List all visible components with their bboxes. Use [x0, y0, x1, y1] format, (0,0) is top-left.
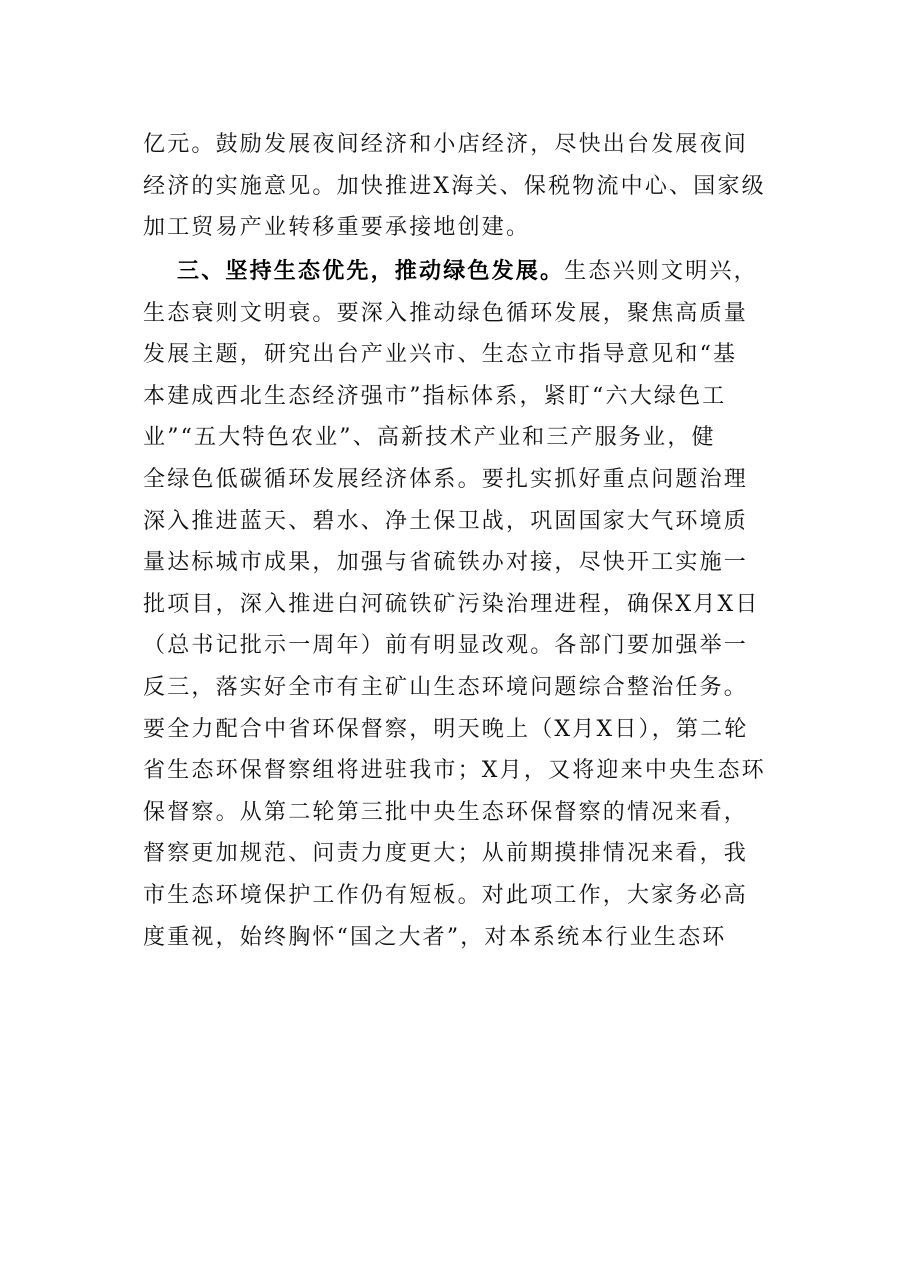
text-line: 要全力配合中省环保督察，明天晚上（X月X日），第二轮 [143, 716, 749, 742]
text-line: 市生态环境保护工作仍有短板。对此项工作，大家务必高 [143, 882, 749, 908]
text-line: 批项目，深入推进白河硫铁矿污染治理进程，确保X月X日 [143, 591, 760, 617]
paragraph-2 [143, 251, 783, 1000]
section-heading-line [143, 251, 783, 293]
text-line: 保督察。从第二轮第三批中央生态环保督察的情况来看， [143, 799, 749, 825]
text-line: 深入推进蓝天、碧水、净土保卫战，巩固国家大气环境质 [143, 508, 749, 534]
text-line: 反三，落实好全市有主矿山生态环境问题综合整治任务。 [143, 674, 749, 700]
text-line: 加工贸易产业转移重要承接地创建。 [143, 215, 531, 241]
text-line: 省生态环保督察组将进驻我市；X月，又将迎来中央生态环 [143, 758, 766, 784]
section-heading: 三、坚持生态优先，推动绿色发展。 [177, 258, 565, 284]
text-line: 亿元。鼓励发展夜间经济和小店经济，尽快出台发展夜间 [143, 132, 749, 157]
text-line: 发展主题，研究出台产业兴市、生态立市指导意见和“基 [143, 342, 738, 368]
text-line: 量达标城市成果，加强与省硫铁办对接，尽快开工实施一 [143, 550, 749, 576]
text-line: 督察更加规范、问责力度更大；从前期摸排情况来看，我 [143, 841, 749, 867]
paragraph-1 [143, 124, 783, 249]
text-line [143, 958, 783, 1000]
text-line: 生态衰则文明衰。要深入推动绿色循环发展，聚焦高质量 [143, 300, 749, 326]
text-line: 度重视，始终胸怀“国之大者”，对本系统本行业生态环 [143, 924, 727, 950]
text-fragment: 生态兴则文明兴， [564, 259, 758, 284]
text-line: 本建成西北生态经济强市”指标体系，紧盯“六大绿色工 [143, 383, 727, 409]
text-line: 经济的实施意见。加快推进X海关、保税物流中心、国家级 [143, 173, 766, 199]
text-line: 全绿色低碳循环发展经济体系。要扎实抓好重点问题治理 [143, 466, 749, 492]
text-line: （总书记批示一周年）前有明显改观。各部门要加强举一 [143, 633, 749, 659]
text-line: 业”“五大特色农业”、高新技术产业和三产服务业，健 [143, 425, 716, 451]
